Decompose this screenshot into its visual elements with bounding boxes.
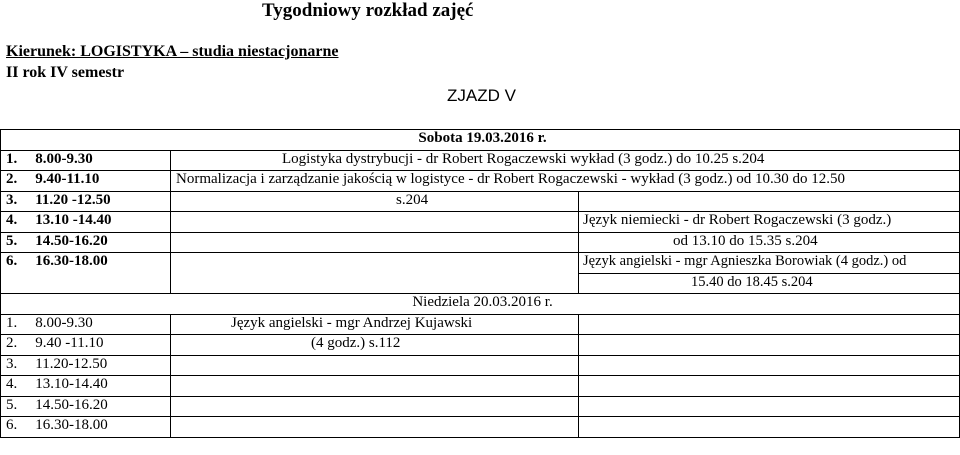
time-slot: 2. 9.40 -11.10: [1, 335, 171, 356]
day-header-saturday: [1, 130, 960, 151]
table-row: [1, 232, 960, 253]
table-row: [1, 355, 960, 376]
time-slot: 3. 11.20-12.50: [1, 355, 171, 376]
table-row: [1, 396, 960, 417]
page-title: Tygodniowy rozkład zajęć: [262, 0, 474, 21]
table-row: [1, 253, 960, 274]
table-row: [1, 314, 960, 335]
class-entry: Język niemiecki - dr Robert Rogaczewski (3 godz.): [579, 212, 960, 233]
time-slot: 4. 13.10-14.40: [1, 376, 171, 397]
time-slot: 5. 14.50-16.20: [1, 396, 171, 417]
table-row: [1, 417, 960, 438]
day-label: Sobota 19.03.2016 r.: [1, 130, 960, 151]
session-label: ZJAZD V: [447, 86, 516, 105]
class-entry: Język angielski - mgr Agnieszka Borowiak (4 godz.) od: [579, 253, 960, 274]
class-entry: Logistyka dystrybucji - dr Robert Rogaczewski wykład (3 godz.) do 10.25 s.204: [171, 150, 960, 171]
class-entry: Język angielski - mgr Andrzej Kujawski: [171, 314, 579, 335]
table-row: [1, 212, 960, 233]
time-slot: 3. 11.20 -12.50: [1, 191, 171, 212]
time-slot: 1. 8.00-9.30: [1, 150, 171, 171]
time-slot: 6. 16.30-18.00: [1, 417, 171, 438]
time-slot: 5. 14.50-16.20: [1, 232, 171, 253]
class-room: s.204: [171, 191, 579, 212]
table-row: [1, 376, 960, 397]
class-entry: Normalizacja i zarządzanie jakością w logistyce - dr Robert Rogaczewski - wykład (3 godz.) od 10.30 do 12.50: [171, 171, 960, 192]
class-time: 15.40 do 18.45 s.204: [579, 273, 960, 294]
table-row: [1, 150, 960, 171]
table-row: [1, 191, 960, 212]
time-slot: 6. 16.30-18.00: [1, 253, 171, 294]
class-room: (4 godz.) s.112: [171, 335, 579, 356]
class-time: od 13.10 do 15.35 s.204: [579, 232, 960, 253]
schedule-table: [0, 129, 960, 438]
year-semester: II rok IV semestr: [6, 64, 125, 81]
table-row: [1, 171, 960, 192]
time-slot: 1. 8.00-9.30: [1, 314, 171, 335]
day-header-sunday: [1, 294, 960, 315]
time-slot: 2. 9.40-11.10: [1, 171, 171, 192]
program-heading: Kierunek: LOGISTYKA – studia niestacjonarne: [6, 43, 339, 60]
time-slot: 4. 13.10 -14.40: [1, 212, 171, 233]
day-label: Niedziela 20.03.2016 r.: [1, 294, 960, 315]
table-row: [1, 335, 960, 356]
